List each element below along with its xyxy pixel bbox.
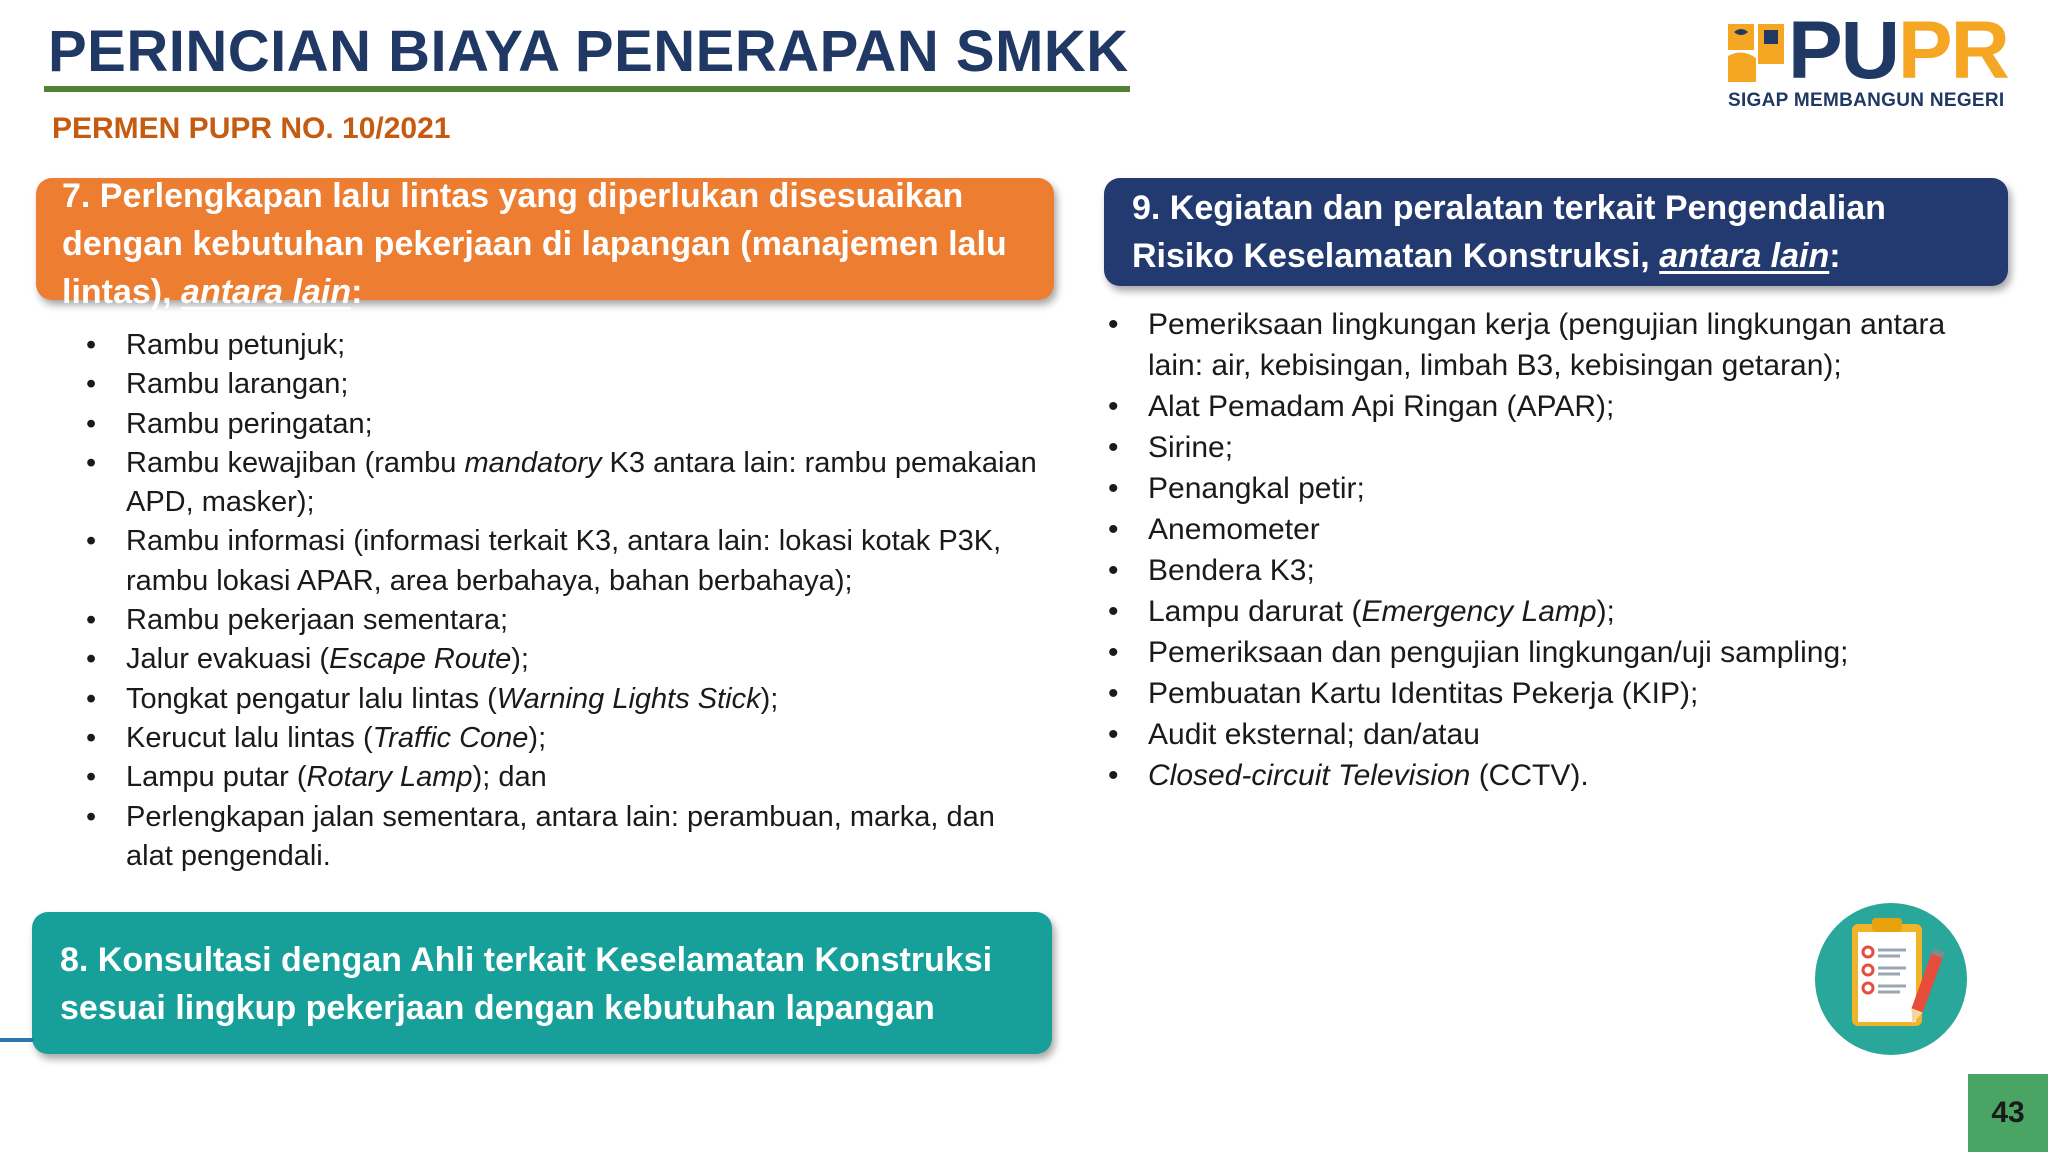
- section7-list-item: • Rambu kewajiban (rambu mandatory K3 antara lain: rambu pemakaian APD, masker);: [86, 444, 1046, 523]
- section9-heading: 9. Kegiatan dan peralatan terkait Pengendalian Risiko Keselamatan Konstruksi, antara lain:: [1132, 189, 1886, 275]
- page-subtitle: PERMEN PUPR NO. 10/2021: [52, 112, 451, 145]
- section9-list-item: • Closed-circuit Television (CCTV).: [1108, 755, 2008, 796]
- bullet-icon: •: [86, 368, 97, 401]
- section7-list-item: • Perlengkapan jalan sementara, antara lain: perambuan, marka, dan alat pengendali.: [86, 798, 1046, 877]
- section7-list-item: • Lampu putar (Rotary Lamp); dan: [86, 758, 1046, 797]
- section7-list-item: • Rambu larangan;: [86, 365, 1046, 404]
- bullet-icon: •: [1108, 759, 1119, 792]
- bullet-icon: •: [1108, 513, 1119, 546]
- section9-list-item: • Audit eksternal; dan/atau: [1108, 714, 2008, 755]
- pupr-logo: [1724, 5, 2028, 118]
- bullet-icon: •: [86, 407, 97, 440]
- section9-list-item: • Penangkal petir;: [1108, 468, 2008, 509]
- bullet-icon: •: [86, 761, 97, 794]
- section7-heading-emphasis: antara lain: [181, 273, 352, 311]
- section9-list-item: • Anemometer: [1108, 509, 2008, 550]
- section7-banner: [36, 177, 1054, 311]
- bullet-icon: •: [1108, 472, 1119, 505]
- section8-banner: [32, 912, 1052, 1054]
- section7-list-item: • Rambu pekerjaan sementara;: [86, 601, 1046, 640]
- section7-list-item: • Rambu informasi (informasi terkait K3, antara lain: lokasi kotak P3K, rambu lokasi APAR, area berbahaya, bahan berbahaya);: [86, 522, 1046, 601]
- bullet-icon: •: [86, 446, 97, 479]
- section7-list-item: • Rambu petunjuk;: [86, 326, 1046, 365]
- section8-heading: 8. Konsultasi dengan Ahli terkait Keselamatan Konstruksi sesuai lingkup pekerjaan dengan kebutuhan lapangan: [60, 941, 993, 1027]
- section7-list-item: • Tongkat pengatur lalu lintas (Warning Lights Stick);: [86, 680, 1046, 719]
- bullet-icon: •: [86, 721, 97, 754]
- bullet-icon: •: [86, 682, 97, 715]
- bullet-icon: •: [1108, 308, 1119, 341]
- bullet-icon: •: [1108, 390, 1119, 423]
- logo-word-pr: PR: [1897, 5, 2008, 96]
- bullet-icon: •: [86, 525, 97, 558]
- section7-heading: 7. Perlengkapan lalu lintas yang diperlukan disesuaikan dengan kebutuhan pekerjaan di lapangan (manajemen lalu lintas), antara lain:: [62, 177, 1007, 311]
- section7-list-item: • Rambu peringatan;: [86, 405, 1046, 444]
- bullet-icon: •: [86, 604, 97, 637]
- bullet-icon: •: [1108, 636, 1119, 669]
- logo-wordmark: [1788, 5, 2008, 96]
- section7-list-item: • Jalur evakuasi (Escape Route);: [86, 640, 1046, 679]
- page-title: PERINCIAN BIAYA PENERAPAN SMKK: [48, 19, 1129, 84]
- pupr-emblem-icon: [1728, 24, 1786, 82]
- title-underline: [44, 86, 1130, 92]
- left-accent-line: [0, 1038, 34, 1042]
- section9-list-item: • Lampu darurat (Emergency Lamp);: [1108, 591, 2008, 632]
- section9-banner: [1104, 178, 2008, 286]
- clipboard-checklist-icon: [1814, 902, 1968, 1056]
- section9-list-item: • Alat Pemadam Api Ringan (APAR);: [1108, 386, 2008, 427]
- bullet-icon: •: [1108, 431, 1119, 464]
- section7-list-item: • Kerucut lalu lintas (Traffic Cone);: [86, 719, 1046, 758]
- bullet-icon: •: [86, 329, 97, 361]
- section9-list-item: • Pembuatan Kartu Identitas Pekerja (KIP);: [1108, 673, 2008, 714]
- bullet-icon: •: [1108, 554, 1119, 587]
- section9-list: [1108, 304, 2008, 796]
- logo-tagline: SIGAP MEMBANGUN NEGERI: [1728, 90, 2005, 111]
- section9-list-item: • Pemeriksaan lingkungan kerja (pengujian lingkungan antara lain: air, kebisingan, limbah B3, kebisingan getaran);: [1108, 304, 2008, 386]
- bullet-icon: •: [1108, 595, 1119, 628]
- section9-list-item: • Pemeriksaan dan pengujian lingkungan/uji sampling;: [1108, 632, 2008, 673]
- section9-heading-emphasis: antara lain: [1659, 237, 1830, 275]
- bullet-icon: •: [1108, 718, 1119, 751]
- section9-list-item: • Sirine;: [1108, 427, 2008, 468]
- bullet-icon: •: [1108, 677, 1119, 710]
- section9-list-item: • Bendera K3;: [1108, 550, 2008, 591]
- bullet-icon: •: [86, 800, 97, 833]
- section7-list: [86, 326, 1046, 876]
- logo-word-pu: PU: [1788, 5, 1898, 96]
- bullet-icon: •: [86, 643, 97, 676]
- page-number: 43: [1968, 1074, 2048, 1152]
